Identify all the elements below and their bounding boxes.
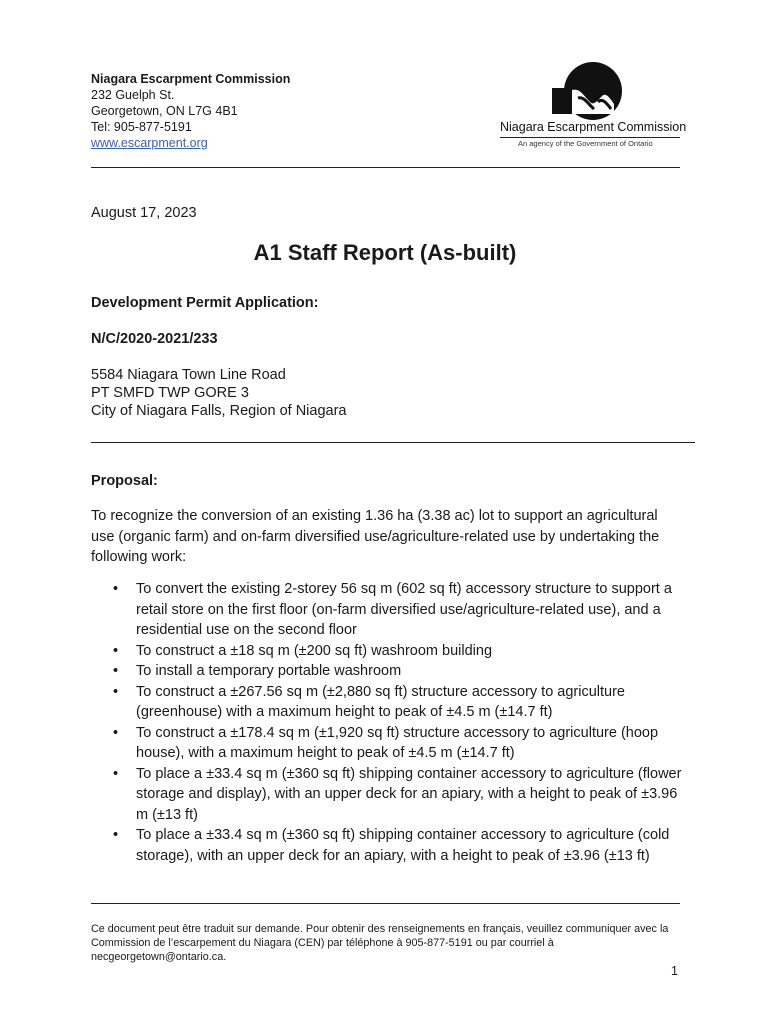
list-item-text: To convert the existing 2-storey 56 sq m (602 sq ft) accessory structure to support a retail store on the first floor (on-farm diversified use/agriculture-related use), and a residential use on the second floor — [136, 581, 672, 638]
bullet-icon: • — [113, 642, 119, 659]
bullet-icon: • — [113, 663, 119, 679]
org-city: Georgetown, ON L7G 4B1 — [91, 104, 238, 118]
property-address — [91, 366, 346, 420]
translation-note: Ce document peut être traduit sur demande. Pour obtenir des renseignements en français, veuillez communiquer avec la Commission de l’escarpement du Niagara (CEN) par téléphone à 905-877-5191 ou par courriel à necgeorgetown@ontario.ca. — [91, 923, 669, 963]
org-name: Niagara Escarpment Commission — [91, 72, 291, 86]
list-item-text: To install a temporary portable washroom — [136, 663, 402, 679]
list-item-text: To place a ±33.4 sq m (±360 sq ft) shipping container accessory to agriculture (cold storage), with an upper deck for an apiary, with a height to peak of ±3.96 (±13 ft) — [136, 827, 670, 864]
logo-tagline: An agency of the Government of Ontario — [518, 139, 653, 148]
org-street: 232 Guelph St. — [91, 88, 175, 102]
section-divider — [91, 442, 695, 443]
proposal-heading: Proposal: — [91, 473, 158, 489]
list-item — [91, 723, 691, 764]
report-date: August 17, 2023 — [91, 205, 197, 221]
org-contact-block — [91, 71, 290, 151]
list-item — [91, 579, 691, 641]
logo-divider — [500, 137, 680, 138]
list-item-text: To place a ±33.4 sq m (±360 sq ft) shipping container accessory to agriculture (flower storage and display), with an upper deck for an apiary, with a height to peak of ±3.96 m (±13 ft) — [136, 765, 682, 823]
list-item — [91, 661, 691, 682]
bullet-icon: • — [113, 683, 119, 700]
list-item-text: To construct a ±18 sq m (±200 sq ft) washroom building — [136, 642, 493, 659]
nec-logo — [498, 62, 687, 152]
proposal-intro: To recognize the conversion of an existing 1.36 ha (3.38 ac) lot to support an agricultural use (organic farm) and on-farm diversified use/agriculture-related use by undertaking the following work: — [91, 508, 660, 565]
list-item — [91, 825, 691, 866]
bullet-icon: • — [113, 827, 119, 843]
page-title: A1 Staff Report (As-built) — [253, 240, 517, 265]
list-item-text: To construct a ±178.4 sq m (±1,920 sq ft) structure accessory to agriculture (hoop house), with a maximum height to peak of ±4.5 m (±14.7 ft) — [136, 724, 659, 761]
address-line: 5584 Niagara Town Line Road — [91, 367, 286, 383]
proposal-list — [91, 579, 691, 866]
bullet-icon: • — [113, 765, 119, 782]
address-line: City of Niagara Falls, Region of Niagara — [91, 403, 347, 419]
application-label: Development Permit Application: — [91, 295, 319, 311]
bullet-icon: • — [113, 724, 119, 741]
header-divider — [91, 167, 680, 168]
page-number: 1 — [671, 964, 678, 978]
address-line: PT SMFD TWP GORE 3 — [91, 385, 249, 401]
footer-divider — [91, 903, 680, 904]
list-item — [91, 641, 691, 662]
nec-logo-icon — [498, 62, 683, 120]
bullet-icon: • — [113, 581, 119, 597]
logo-org-name: Niagara Escarpment Commission — [500, 120, 687, 134]
list-item-text: To construct a ±267.56 sq m (±2,880 sq ft) structure accessory to agriculture (greenhouse) with a maximum height to peak of ±4.5 m (±14.7 ft) — [136, 683, 625, 720]
list-item — [91, 682, 691, 723]
org-phone: Tel: 905-877-5191 — [91, 120, 192, 134]
file-number: N/C/2020-2021/233 — [91, 331, 218, 347]
org-website-link[interactable]: www.escarpment.org — [91, 136, 208, 150]
list-item — [91, 764, 691, 826]
